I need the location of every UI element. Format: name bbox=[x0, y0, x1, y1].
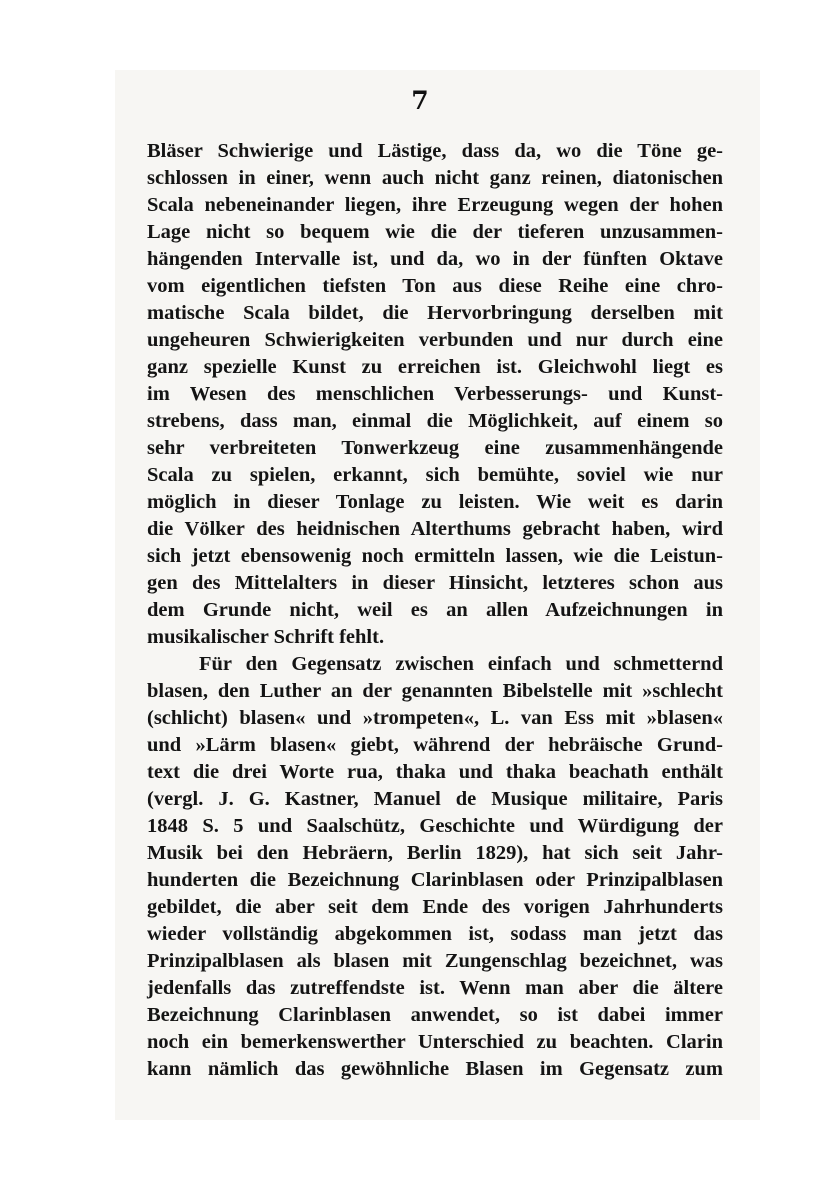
text-line: möglich in dieser Tonlage zu leisten. Wie weit es darin bbox=[147, 491, 723, 513]
body-text bbox=[147, 138, 723, 1083]
text-line: jedenfalls das zutreffendste ist. Wenn man aber die ältere bbox=[147, 977, 723, 999]
text-line: noch ein bemerkenswerther Unterschied zu beachten. Clarin bbox=[147, 1031, 723, 1053]
text-line: kann nämlich das gewöhnliche Blasen im Gegensatz zum bbox=[147, 1058, 723, 1080]
text-line: (vergl. J. G. Kastner, Manuel de Musique militaire, Paris bbox=[147, 788, 723, 810]
text-line: die Völker des heidnischen Alterthums gebracht haben, wird bbox=[147, 518, 723, 540]
text-line: musikalischer Schrift fehlt. bbox=[147, 626, 385, 648]
text-line: Lage nicht so bequem wie die der tieferen unzusammen- bbox=[147, 221, 723, 243]
text-line: Musik bei den Hebräern, Berlin 1829), hat sich seit Jahr- bbox=[147, 842, 723, 864]
text-line: blasen, den Luther an der genannten Bibelstelle mit »schlecht bbox=[147, 680, 723, 702]
text-line: und »Lärm blasen« giebt, während der hebräische Grund- bbox=[147, 734, 723, 756]
text-line: dem Grunde nicht, weil es an allen Aufzeichnungen in bbox=[147, 599, 723, 621]
text-line: text die drei Worte rua, thaka und thaka beachath enthält bbox=[147, 761, 723, 783]
text-line: sich jetzt ebensowenig noch ermitteln lassen, wie die Leistun- bbox=[147, 545, 723, 567]
text-line: 1848 S. 5 und Saalschütz, Geschichte und Würdigung der bbox=[147, 815, 723, 837]
text-line: im Wesen des menschlichen Verbesserungs- und Kunst- bbox=[147, 383, 723, 405]
text-line: Bezeichnung Clarinblasen anwendet, so ist dabei immer bbox=[147, 1004, 723, 1026]
text-line: sehr verbreiteten Tonwerkzeug eine zusammenhängende bbox=[147, 437, 723, 459]
text-line: matische Scala bildet, die Hervorbringung derselben mit bbox=[147, 302, 723, 324]
text-line: gen des Mittelalters in dieser Hinsicht, letzteres schon aus bbox=[147, 572, 723, 594]
text-line: Scala nebeneinander liegen, ihre Erzeugung wegen der hohen bbox=[147, 194, 723, 216]
text-line: wieder vollständig abgekommen ist, sodass man jetzt das bbox=[147, 923, 723, 945]
text-line: ganz spezielle Kunst zu erreichen ist. Gleichwohl liegt es bbox=[147, 356, 723, 378]
text-line: vom eigentlichen tiefsten Ton aus diese Reihe eine chro- bbox=[147, 275, 723, 297]
text-line: Für den Gegensatz zwischen einfach und schmetternd bbox=[199, 653, 723, 675]
text-line: Scala zu spielen, erkannt, sich bemühte, soviel wie nur bbox=[147, 464, 723, 486]
text-line: schlossen in einer, wenn auch nicht ganz reinen, diatonischen bbox=[147, 167, 723, 189]
page-number: 7 bbox=[411, 86, 429, 115]
text-line: hängenden Intervalle ist, und da, wo in der fünften Oktave bbox=[147, 248, 723, 270]
text-line: gebildet, die aber seit dem Ende des vorigen Jahrhunderts bbox=[147, 896, 723, 918]
text-line: (schlicht) blasen« und »trompeten«, L. van Ess mit »blasen« bbox=[147, 707, 723, 729]
text-line: Prinzipalblasen als blasen mit Zungenschlag bezeichnet, was bbox=[147, 950, 723, 972]
text-line: hunderten die Bezeichnung Clarinblasen oder Prinzipalblasen bbox=[147, 869, 723, 891]
text-line: ungeheuren Schwierigkeiten verbunden und nur durch eine bbox=[147, 329, 723, 351]
text-line: strebens, dass man, einmal die Möglichkeit, auf einem so bbox=[147, 410, 723, 432]
text-line: Bläser Schwierige und Lästige, dass da, wo die Töne ge- bbox=[147, 140, 723, 162]
